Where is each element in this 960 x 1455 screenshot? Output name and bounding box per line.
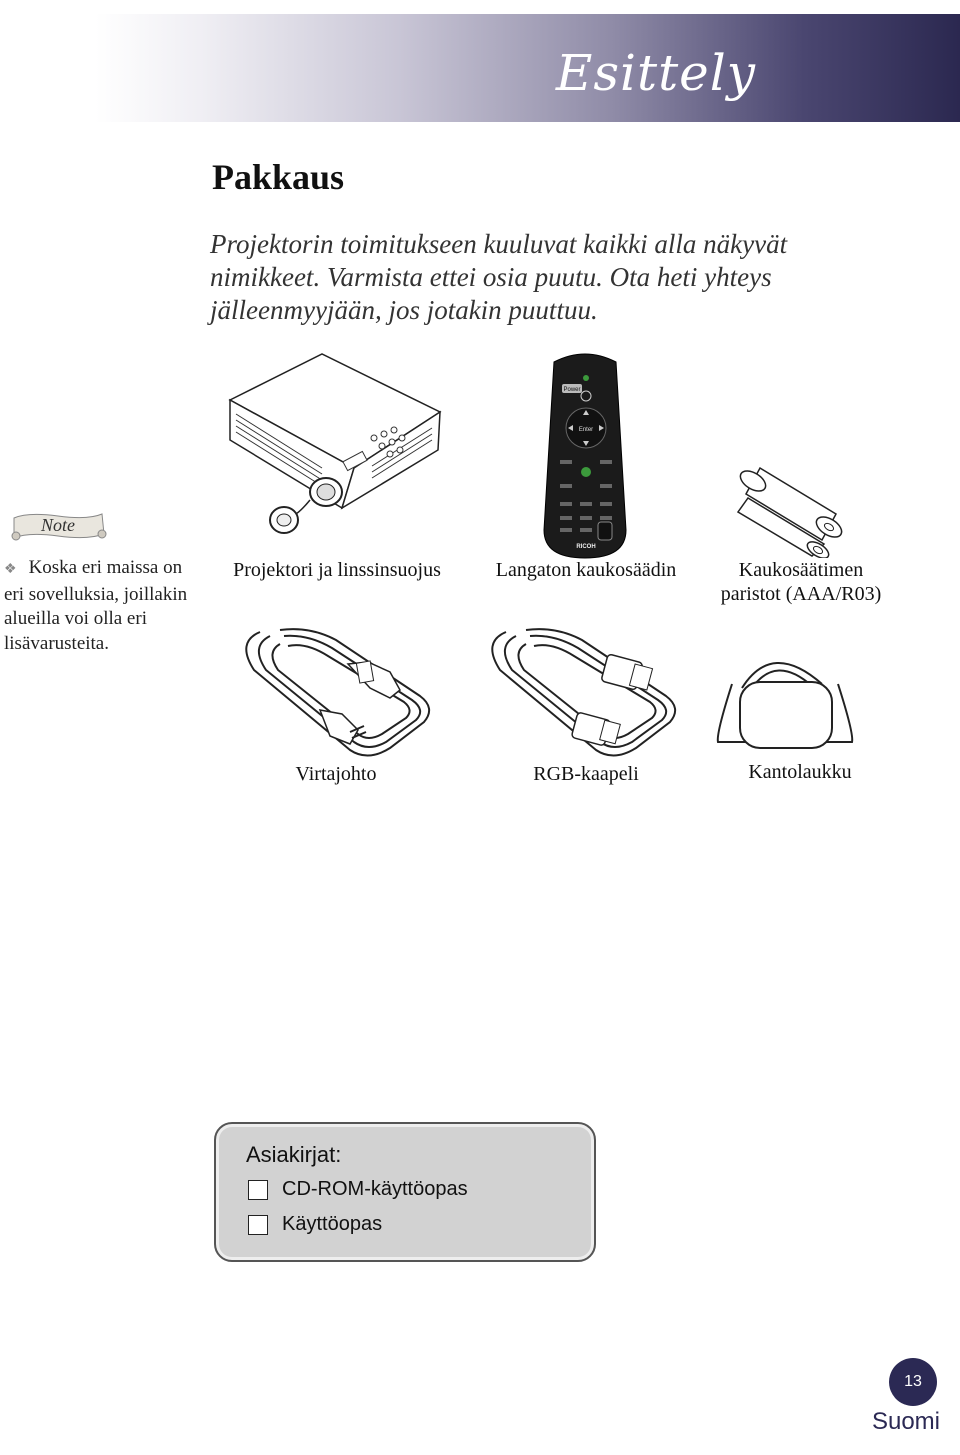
checkbox-icon [248, 1180, 268, 1200]
document-item [248, 1178, 468, 1201]
section-title: Pakkaus [212, 157, 345, 197]
note-text [4, 556, 216, 656]
remote-power-label: Power [563, 387, 581, 393]
caption-projector: Projektori ja linssinsuojus [233, 559, 441, 581]
intro-paragraph [210, 228, 850, 327]
note-line: Koska eri maissa on [28, 557, 183, 578]
remote-brand-label: RICOH [576, 544, 596, 550]
diamond-bullet-icon: ❖ [4, 562, 17, 577]
note-scroll-icon [8, 508, 108, 542]
note-label: Note [41, 515, 75, 535]
document-item [248, 1213, 382, 1236]
document-item-label: Käyttöopas [282, 1213, 383, 1235]
remote-enter-label: Enter [578, 427, 594, 433]
note-line: alueilla voi olla eri [4, 608, 147, 629]
chapter-title: Esittely [555, 44, 756, 102]
batteries-illustration [736, 458, 862, 558]
page-number: 13 [889, 1358, 937, 1406]
documents-title: Asiakirjat: [246, 1142, 342, 1167]
language-label: Suomi [871, 1408, 940, 1435]
intro-line: nimikkeet. Varmista ettei osia puutu. Ota heti yhteys [210, 262, 772, 292]
caption-remote: Langaton kaukosäädin [495, 559, 677, 581]
caption-line: Kaukosäätimen [738, 559, 864, 581]
carry-case-illustration [712, 644, 858, 756]
note-line: lisävarusteita. [4, 632, 109, 654]
note-line: eri sovelluksia, joillakin [4, 583, 188, 605]
intro-line: jälleenmyyjään, jos jotakin puuttuu. [210, 295, 598, 325]
rgb-cable-illustration [486, 622, 686, 762]
document-item-label: CD-ROM-käyttöopas [282, 1178, 468, 1200]
projector-illustration [222, 350, 452, 540]
documents-box [214, 1122, 596, 1262]
remote-control-illustration [540, 350, 630, 562]
caption-batteries [708, 558, 894, 606]
checkbox-icon [248, 1215, 268, 1235]
caption-power-cord: Virtajohto [295, 763, 377, 785]
caption-carry-case: Kantolaukku [748, 761, 852, 783]
intro-line: Projektorin toimitukseen kuuluvat kaikki alla näkyvät [210, 229, 788, 259]
power-cord-illustration [240, 622, 440, 762]
header-band [95, 14, 960, 122]
caption-rgb-cable: RGB-kaapeli [533, 763, 639, 785]
caption-line: paristot (AAA/R03) [720, 583, 882, 605]
